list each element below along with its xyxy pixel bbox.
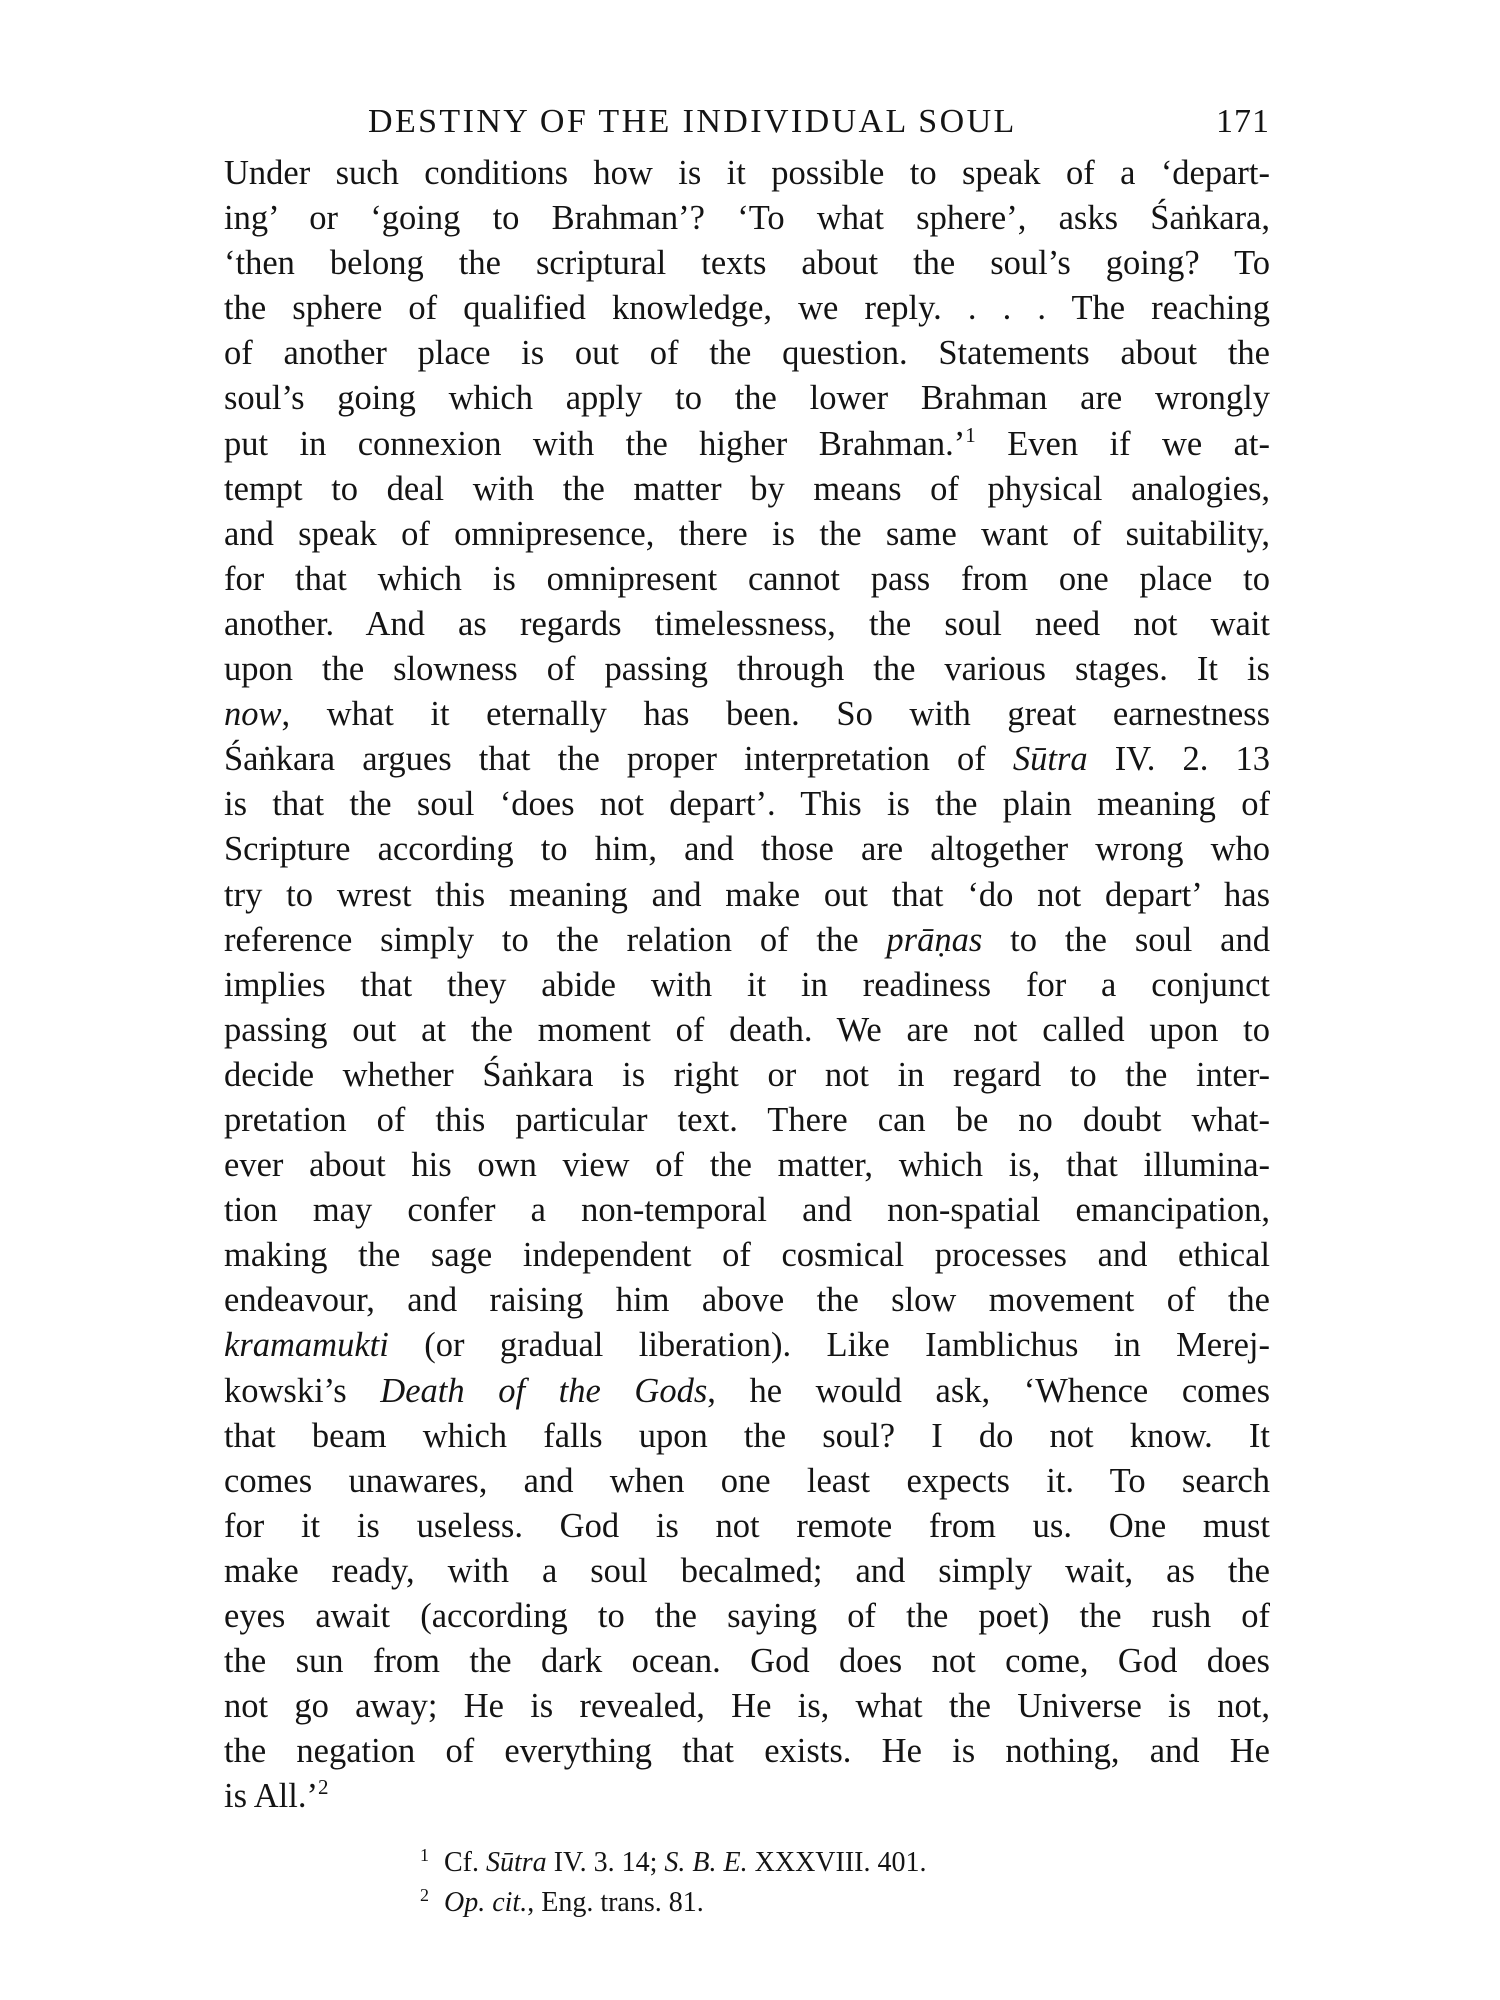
text-line: make ready, with a soul becalmed; and simply wait, as the: [224, 1551, 1270, 1590]
text-line: pretation of this particular text. There can be no doubt what-: [224, 1100, 1270, 1139]
italic-term: kramamukti: [224, 1326, 389, 1365]
text-line: tion may confer a non-temporal and non-spatial emancipation,: [224, 1191, 1270, 1230]
text-line: ing’ or ‘going to Brahman’? ‘To what sphere’, asks Śaṅkara,: [224, 199, 1270, 238]
text-line: not go away; He is revealed, He is, what the Universe is not,: [224, 1687, 1270, 1726]
text-line: put in connexion with the higher Brahman.’$^1$ Even if we at-: [224, 422, 1271, 463]
text-line: kowski’s Death of the Gods, he would ask, ‘Whence comes: [224, 1371, 1270, 1410]
text-line: reference simply to the relation of the prāṇas to the soul and: [224, 920, 1270, 959]
text-line: Under such conditions how is it possible to speak of a ‘depart-: [224, 154, 1270, 192]
footnotes: [420, 1843, 1240, 1923]
italic-title: Death of the Gods: [380, 1371, 708, 1410]
italic-term: Sūtra: [1012, 740, 1088, 779]
text-line: passing out at the moment of death. We are not called upon to: [224, 1010, 1270, 1049]
italic-term: prāṇas: [886, 920, 983, 959]
text-line: decide whether Śaṅkara is right or not in regard to the inter-: [224, 1055, 1270, 1094]
body-text: [224, 151, 1270, 1819]
italic-term: now: [224, 695, 282, 734]
text-line: Śaṅkara argues that the proper interpretation of Sūtra IV. 2. 13: [224, 740, 1270, 779]
footnote-1: 1 Cf. Sūtra IV. 3. 14; S. B. E. XXXVIII. 401.: [420, 1845, 927, 1878]
text-line: another. And as regards timelessness, the soul need not wait: [224, 604, 1270, 643]
text-line: the negation of everything that exists. He is nothing, and He: [224, 1732, 1270, 1771]
text-line: ever about his own view of the matter, which is, that illumina-: [224, 1146, 1270, 1185]
footnote-reference-1: 1: [965, 422, 976, 447]
running-title: DESTINY OF THE INDIVIDUAL SOUL: [368, 103, 1017, 140]
text-line: try to wrest this meaning and make out that ‘do not depart’ has: [224, 875, 1270, 914]
text-line: eyes await (according to the saying of the poet) the rush of: [224, 1597, 1270, 1635]
text-line: Scripture according to him, and those are altogether wrong who: [224, 830, 1270, 869]
text-line: endeavour, and raising him above the slow movement of the: [224, 1281, 1270, 1320]
text-line: and speak of omnipresence, there is the same want of suitability,: [224, 514, 1270, 553]
text-line: making the sage independent of cosmical processes and ethical: [224, 1236, 1270, 1275]
running-head: [224, 98, 1270, 146]
text-line: the sphere of qualified knowledge, we reply. . . . The reaching: [224, 289, 1270, 328]
text-line: implies that they abide with it in readiness for a conjunct: [224, 965, 1270, 1004]
text-line: for it is useless. God is not remote from us. One must: [224, 1506, 1270, 1545]
text-line: upon the slowness of passing through the various stages. It is: [224, 650, 1270, 689]
text-line: that beam which falls upon the soul? I do not know. It: [224, 1416, 1270, 1455]
text-line: is All.’$^2$: [224, 1775, 329, 1816]
text-line: tempt to deal with the matter by means of physical analogies,: [224, 469, 1270, 508]
text-line: now, what it eternally has been. So with great earnestness: [224, 695, 1270, 734]
footnote-reference-2: 2: [317, 1775, 329, 1800]
text-line: ‘then belong the scriptural texts about the soul’s going? To: [224, 244, 1270, 283]
text-line: for that which is omnipresent cannot pass from one place to: [224, 559, 1270, 598]
text-line: soul’s going which apply to the lower Brahman are wrongly: [224, 379, 1270, 418]
text-line: comes unawares, and when one least expects it. To search: [224, 1461, 1270, 1500]
text-line: is that the soul ‘does not depart’. This is the plain meaning of: [224, 785, 1270, 824]
footnote-2: 2 Op. cit., Eng. trans. 81.: [420, 1885, 704, 1918]
text-line: of another place is out of the question. Statements about the: [224, 334, 1270, 373]
text-line: kramamukti (or gradual liberation). Like Iamblichus in Merej-: [224, 1326, 1270, 1365]
page-number: 171: [1216, 103, 1270, 140]
text-line: the sun from the dark ocean. God does not come, God does: [224, 1642, 1270, 1681]
